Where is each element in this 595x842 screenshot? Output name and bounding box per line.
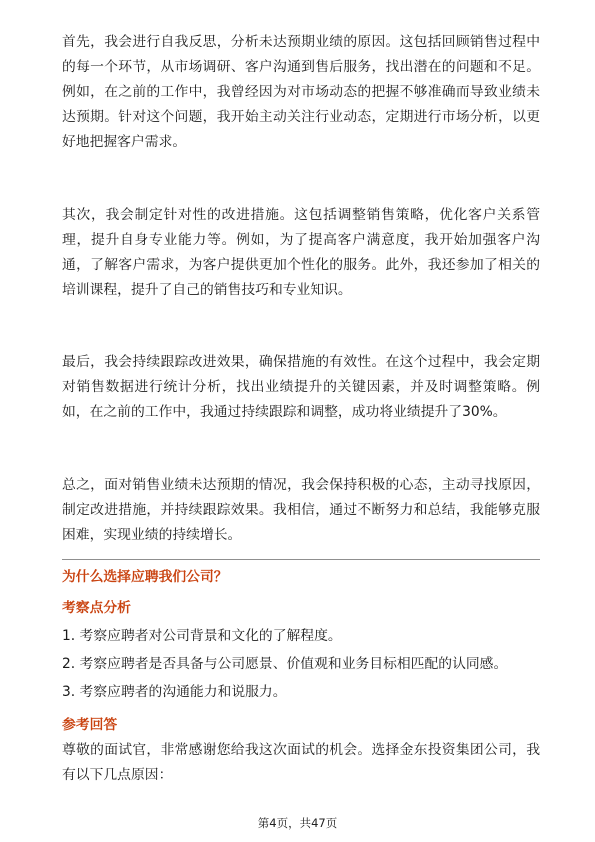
answer-heading: 参考回答	[62, 717, 118, 733]
body-paragraph-tracking-results: 最后，我会持续跟踪改进效果，确保措施的有效性。在这个过程中，我会定期对销售数据进行统计分析，找出业绩提升的关键因素，并及时调整策略。例如，在之前的工作中，我通过持续跟踪和调整，成功将业绩提升了30%。	[62, 354, 540, 420]
analysis-point: 2. 考察应聘者是否具备与公司愿景、价值观和业务目标相匹配的认同感。	[62, 656, 508, 672]
answer-paragraph: 尊敬的面试官，非常感谢您给我这次面试的机会。选择金东投资集团公司，我有以下几点原因：	[62, 742, 540, 783]
page-number-footer: 第4页，共47页	[257, 816, 338, 830]
body-paragraph-improvement-measures: 其次，我会制定针对性的改进措施。这包括调整销售策略，优化客户关系管理，提升自身专业能力等。例如，为了提高客户满意度，我开始加强客户沟通，了解客户需求，为客户提供更加个性化的服务。此外，我还参加了相关的培训课程，提升了自己的销售技巧和专业知识。	[62, 207, 540, 298]
analysis-point-list	[62, 622, 540, 706]
analysis-heading: 考察点分析	[62, 600, 131, 616]
section-divider	[62, 559, 540, 560]
analysis-point: 3. 考察应聘者的沟通能力和说服力。	[62, 684, 287, 700]
analysis-point: 1. 考察应聘者对公司背景和文化的了解程度。	[62, 628, 342, 644]
body-paragraph-self-reflection: 首先，我会进行自我反思，分析未达预期业绩的原因。这包括回顾销售过程中的每一个环节，从市场调研、客户沟通到售后服务，找出潜在的问题和不足。例如，在之前的工作中，我曾经因为对市场动态的把握不够准确而导致业绩未达预期。针对这个问题，我开始主动关注行业动态，定期进行市场分析，以更好地把握客户需求。	[62, 34, 540, 150]
question-heading: 为什么选择应聘我们公司？	[62, 569, 228, 585]
body-paragraph-conclusion: 总之，面对销售业绩未达预期的情况，我会保持积极的心态，主动寻找原因，制定改进措施，并持续跟踪效果。我相信，通过不断努力和总结，我能够克服困难，实现业绩的持续增长。	[62, 477, 540, 543]
